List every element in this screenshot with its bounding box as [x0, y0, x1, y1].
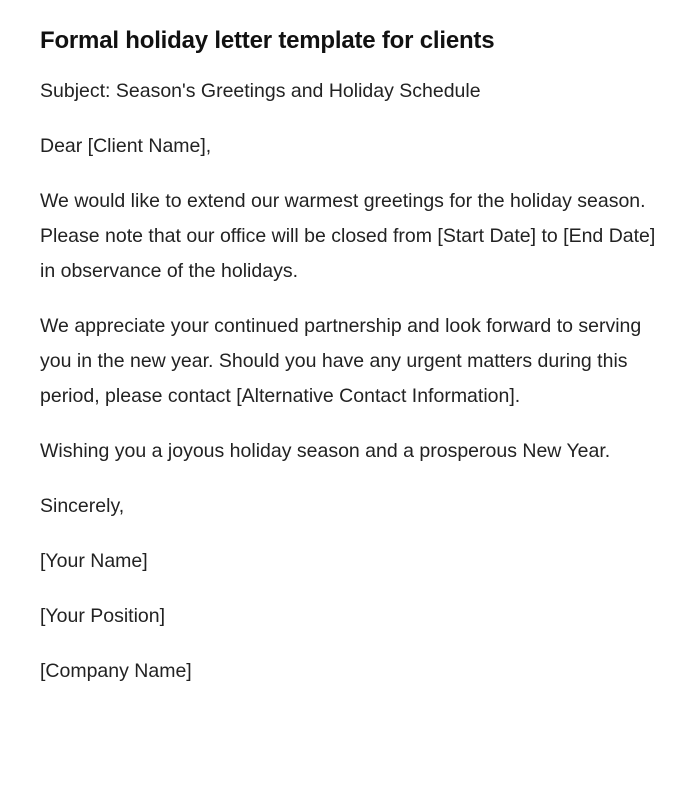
signature-name: [Your Name]	[40, 550, 148, 572]
letter-paragraph-partnership: We appreciate your continued partnership and look forward to serving you in the new year. Should you have any urgent matters during this period, please contact [Alternative Contact Information].	[40, 315, 642, 407]
letter-salutation: Dear [Client Name],	[40, 135, 212, 157]
letter-paragraph-closure-notice: We would like to extend our warmest greetings for the holiday season. Please note that our office will be closed from [Start Date] to [End Date] in observance of the holidays.	[40, 190, 656, 282]
letter-closing: Sincerely,	[40, 495, 125, 517]
page-title: Formal holiday letter template for clients	[40, 27, 495, 54]
letter-subject: Subject: Season's Greetings and Holiday Schedule	[40, 80, 481, 102]
letter-paragraph-wishes: Wishing you a joyous holiday season and a prosperous New Year.	[40, 440, 611, 462]
signature-company: [Company Name]	[40, 660, 192, 682]
signature-position: [Your Position]	[40, 605, 166, 627]
